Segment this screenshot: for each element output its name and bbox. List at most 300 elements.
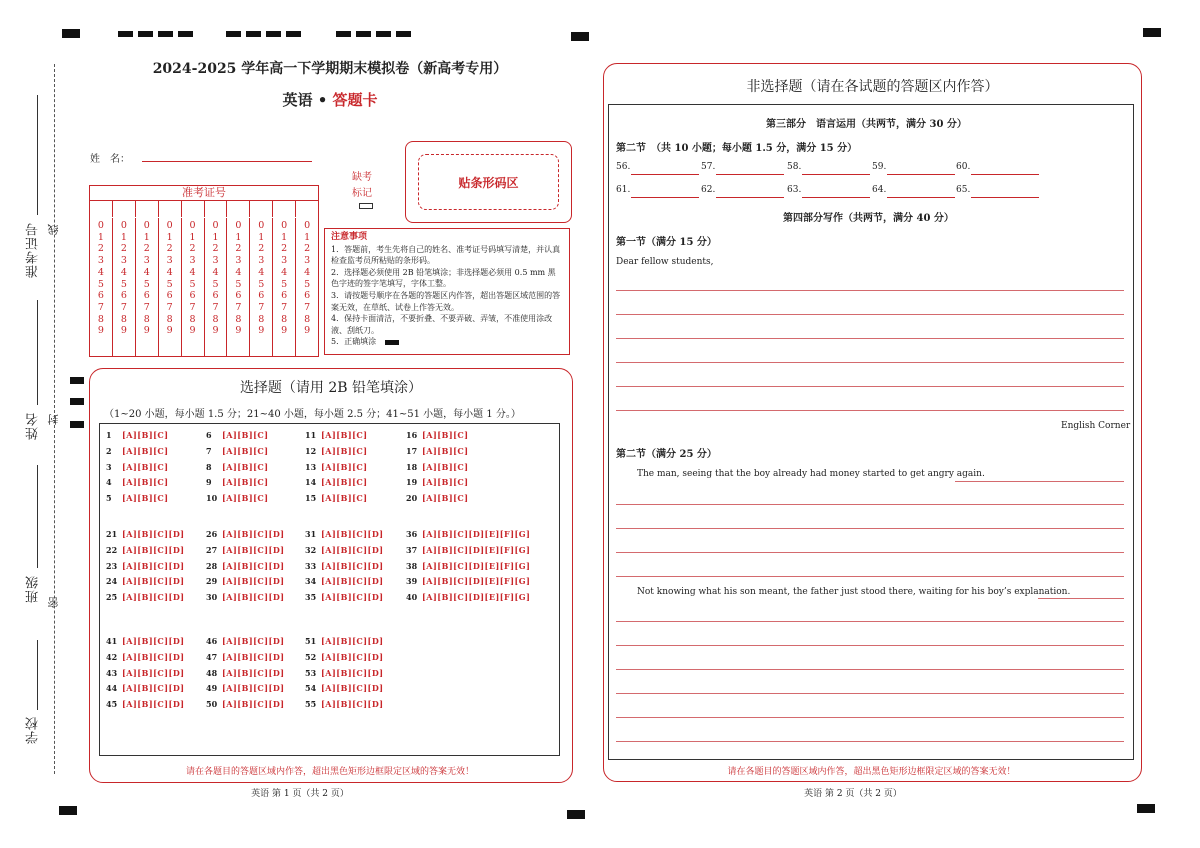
question-bubble-row[interactable] (106, 477, 169, 487)
answer-options[interactable]: [A][B][C][D] (222, 529, 285, 539)
exam-digit-bubble[interactable]: 6 (143, 290, 150, 302)
exam-digit-bubble[interactable]: 7 (235, 301, 242, 313)
exam-digit-bubble[interactable]: 8 (304, 313, 311, 325)
question-bubble-row[interactable] (305, 477, 368, 487)
question-bubble-row[interactable] (106, 668, 185, 678)
answer-options[interactable]: [A][B][C] (422, 493, 469, 504)
question-bubble-row[interactable] (406, 446, 469, 456)
exam-digit-bubble[interactable]: 5 (166, 278, 173, 290)
exam-number-write-box[interactable] (182, 201, 205, 217)
exam-digit-bubble[interactable]: 0 (97, 220, 104, 231)
answer-options[interactable]: [A][B][C] (321, 445, 368, 456)
exam-number-write-box[interactable] (113, 201, 136, 217)
question-number: 12 (305, 445, 317, 456)
writing-line[interactable] (616, 741, 1124, 742)
writing-line[interactable] (616, 645, 1124, 646)
exam-digit-bubble[interactable]: 9 (212, 325, 219, 337)
writing-line[interactable] (616, 504, 1124, 505)
question-number: 22 (106, 544, 118, 555)
question-bubble-row[interactable] (106, 529, 185, 539)
answer-options[interactable]: [A][B][C] (122, 430, 169, 440)
question-bubble-row[interactable] (106, 576, 185, 586)
exam-digit-bubble[interactable]: 8 (166, 313, 173, 325)
answer-options[interactable]: [A][B][C][D] (122, 667, 185, 678)
answer-options[interactable]: [A][B][C][D] (222, 544, 285, 555)
exam-digit-bubble[interactable]: 3 (166, 255, 173, 267)
question-bubble-row[interactable] (406, 576, 530, 586)
exam-number-write-boxes[interactable] (90, 201, 318, 217)
question-number: 8 (206, 461, 212, 472)
subject-label: 英语 (282, 91, 313, 109)
question-number: 21 (106, 529, 118, 539)
exam-number-column[interactable] (113, 218, 136, 356)
question-bubble-row[interactable] (406, 592, 530, 602)
question-number: 4 (106, 477, 112, 488)
question-bubble-row[interactable] (206, 446, 269, 456)
question-bubble-row[interactable] (106, 493, 169, 503)
exam-digit-bubble[interactable]: 9 (281, 325, 288, 337)
page2-warning: 请在各题目的答题区域内作答，超出黑色矩形边框限定区域的答案无效！ (727, 767, 1016, 777)
exam-digit-bubble[interactable]: 8 (258, 313, 265, 325)
answer-options[interactable]: [A][B][C][D] (321, 576, 384, 587)
exam-digit-bubble[interactable]: 6 (281, 290, 288, 302)
exam-digit-bubble[interactable]: 8 (281, 313, 288, 325)
blank-answer-line[interactable] (887, 174, 955, 175)
answer-options[interactable]: [A][B][C] (222, 493, 269, 504)
exam-digit-bubble[interactable]: 5 (97, 278, 104, 290)
exam-digit-bubble[interactable]: 4 (166, 266, 173, 278)
exam-digit-bubble[interactable]: 3 (189, 255, 196, 267)
exam-digit-bubble[interactable]: 2 (235, 243, 242, 255)
question-number: 2 (106, 445, 112, 456)
writing-line[interactable] (616, 576, 1124, 577)
answer-options[interactable]: [A][B][C] (321, 493, 368, 504)
answer-options[interactable]: [A][B][C][D] (122, 592, 185, 603)
exam-digit-bubble[interactable]: 4 (258, 266, 265, 278)
writing-line[interactable] (616, 552, 1124, 553)
question-bubble-row[interactable] (406, 462, 469, 472)
exam-digit-bubble[interactable]: 3 (120, 255, 127, 267)
question-bubble-row[interactable] (206, 668, 285, 678)
exam-digit-bubble[interactable]: 3 (304, 255, 311, 267)
answer-options[interactable]: [A][B][C][D] (321, 651, 384, 662)
answer-options[interactable]: [A][B][C][D][E][F][G] (422, 529, 531, 539)
exam-digit-bubble[interactable]: 1 (258, 231, 265, 243)
exam-number-write-box[interactable] (273, 201, 296, 217)
exam-digit-bubble[interactable]: 0 (304, 220, 311, 231)
answer-options[interactable]: [A][B][C][D] (222, 699, 285, 710)
alignment-mark (1143, 28, 1161, 37)
question-bubble-row[interactable] (206, 699, 285, 709)
exam-number-write-box[interactable] (205, 201, 228, 217)
exam-number-column[interactable] (90, 218, 113, 356)
blank-answer-line[interactable] (971, 197, 1039, 198)
exam-digit-bubble[interactable]: 4 (281, 266, 288, 278)
exam-digit-bubble[interactable]: 2 (304, 243, 311, 255)
writing-line[interactable] (616, 290, 1124, 291)
question-bubble-row[interactable] (206, 529, 285, 539)
answer-options[interactable]: [A][B][C] (222, 430, 269, 440)
exam-number-write-box[interactable] (136, 201, 159, 217)
exam-digit-bubble[interactable]: 2 (189, 243, 196, 255)
question-number: 47 (206, 651, 218, 662)
question-bubble-row[interactable] (406, 561, 530, 571)
question-bubble-row[interactable] (305, 699, 384, 709)
continuation-para2-line[interactable] (1038, 598, 1124, 599)
answer-options[interactable]: [A][B][C][D] (321, 560, 384, 571)
exam-digit-bubble[interactable]: 6 (166, 290, 173, 302)
writing-line[interactable] (616, 314, 1124, 315)
answer-options[interactable]: [A][B][C] (321, 430, 368, 440)
writing-line[interactable] (616, 410, 1124, 411)
exam-digit-bubble[interactable]: 6 (235, 290, 242, 302)
exam-digit-bubble[interactable]: 7 (97, 301, 104, 313)
question-bubble-row[interactable] (206, 636, 285, 646)
notes-item: 2．选择题必须使用 2B 铅笔填涂；非选择题必须用 0.5 mm 黑色字迹的签字笔填写，字体工整。 (331, 267, 556, 289)
exam-digit-bubble[interactable]: 8 (97, 313, 104, 325)
exam-digit-bubble[interactable]: 3 (212, 255, 219, 267)
exam-digit-bubble[interactable]: 0 (120, 220, 127, 231)
alignment-mark (138, 31, 153, 37)
exam-number-write-box[interactable] (227, 201, 250, 217)
answer-options[interactable]: [A][B][C][D] (122, 651, 185, 662)
question-bubble-row[interactable] (305, 561, 384, 571)
answer-options[interactable]: [A][B][C][D] (321, 667, 384, 678)
answer-options[interactable]: [A][B][C][D] (222, 667, 285, 678)
answer-options[interactable]: [A][B][C][D] (222, 683, 285, 694)
question-number: 40 (406, 592, 418, 603)
exam-digit-bubble[interactable]: 2 (212, 243, 219, 255)
blank-answer-line[interactable] (802, 197, 870, 198)
question-bubble-row[interactable] (106, 636, 185, 646)
exam-digit-bubble[interactable]: 7 (189, 301, 196, 313)
answer-options[interactable]: [A][B][C][D][E][F][G] (422, 544, 531, 555)
blank-answer-line[interactable] (887, 197, 955, 198)
exam-number-column[interactable] (227, 218, 250, 356)
exam-digit-bubble[interactable]: 6 (212, 290, 219, 302)
notes-item: 3．请按题号顺序在各题的答题区内作答，超出答题区域范围的答案无效，在草纸、试卷上作答无效。 (331, 290, 561, 312)
answer-options[interactable]: [A][B][C][D] (321, 544, 384, 555)
answer-options[interactable]: [A][B][C][D][E][F][G] (422, 560, 531, 571)
writing-line[interactable] (616, 621, 1124, 622)
exam-digit-bubble[interactable]: 2 (258, 243, 265, 255)
question-bubble-row[interactable] (106, 699, 185, 709)
answer-options[interactable]: [A][B][C][D] (321, 592, 384, 603)
question-bubble-row[interactable] (305, 545, 384, 555)
answer-options[interactable]: [A][B][C][D] (122, 560, 185, 571)
question-number: 36 (406, 529, 418, 539)
answer-options[interactable]: [A][B][C][D][E][F][G] (422, 576, 531, 587)
exam-digit-bubble[interactable]: 9 (235, 325, 242, 337)
answer-options[interactable]: [A][B][C][D] (321, 699, 384, 710)
exam-digit-bubble[interactable]: 2 (120, 243, 127, 255)
answer-options[interactable]: [A][B][C][D] (222, 576, 285, 587)
page2-footer: 英语 第 2 页（共 2 页） (804, 789, 902, 799)
question-number: 54 (305, 683, 317, 694)
answer-options[interactable]: [A][B][C] (222, 477, 269, 488)
exam-digit-bubble[interactable]: 5 (189, 278, 196, 290)
exam-digit-bubble[interactable]: 6 (97, 290, 104, 302)
absent-checkbox[interactable] (359, 203, 373, 209)
question-bubble-row[interactable] (206, 493, 269, 503)
exam-digit-bubble[interactable]: 7 (166, 301, 173, 313)
exam-number-column[interactable] (250, 218, 273, 356)
exam-digit-bubble[interactable]: 4 (304, 266, 311, 278)
absent-label-line1: 缺考 (352, 172, 372, 183)
exam-digit-bubble[interactable]: 6 (120, 290, 127, 302)
exam-digit-bubble[interactable]: 1 (304, 231, 311, 243)
exam-digit-bubble[interactable]: 5 (212, 278, 219, 290)
exam-digit-bubble[interactable]: 1 (143, 231, 150, 243)
exam-digit-bubble[interactable]: 1 (281, 231, 288, 243)
question-bubble-row[interactable] (206, 592, 285, 602)
writing-line[interactable] (616, 717, 1124, 718)
page1-warning: 请在各题目的答题区域内作答，超出黑色矩形边框限定区域的答案无效！ (185, 767, 474, 777)
answer-options[interactable]: [A][B][C][D][E][F][G] (422, 592, 531, 603)
blank-number: 64. (872, 185, 887, 195)
blank-answer-line[interactable] (631, 197, 699, 198)
question-bubble-row[interactable] (305, 668, 384, 678)
answer-options[interactable]: [A][B][C] (122, 477, 169, 488)
answer-options[interactable]: [A][B][C] (222, 445, 269, 456)
alignment-mark (59, 806, 77, 815)
answer-options[interactable]: [A][B][C][D] (122, 683, 185, 694)
exam-digit-bubble[interactable]: 9 (97, 325, 104, 337)
exam-digit-bubble[interactable]: 7 (281, 301, 288, 313)
question-bubble-row[interactable] (305, 592, 384, 602)
exam-number-write-box[interactable] (250, 201, 273, 217)
answer-options[interactable]: [A][B][C][D] (122, 544, 185, 555)
exam-digit-bubble[interactable]: 2 (97, 243, 104, 255)
answer-options[interactable]: [A][B][C] (422, 430, 469, 440)
answer-options[interactable]: [A][B][C][D] (321, 683, 384, 694)
question-bubble-row[interactable] (406, 545, 530, 555)
exam-digit-bubble[interactable]: 1 (189, 231, 196, 243)
question-bubble-row[interactable] (106, 446, 169, 456)
exam-number-bubble-columns[interactable] (90, 218, 318, 356)
question-bubble-row[interactable] (206, 430, 269, 440)
writing-line[interactable] (616, 669, 1124, 670)
exam-digit-bubble[interactable]: 0 (166, 220, 173, 231)
exam-digit-bubble[interactable]: 3 (258, 255, 265, 267)
question-bubble-row[interactable] (406, 477, 469, 487)
exam-digit-bubble[interactable]: 2 (281, 243, 288, 255)
answer-options[interactable]: [A][B][C][D] (122, 529, 185, 539)
exam-digit-bubble[interactable]: 8 (212, 313, 219, 325)
exam-digit-bubble[interactable]: 6 (189, 290, 196, 302)
exam-digit-bubble[interactable]: 8 (143, 313, 150, 325)
exam-digit-bubble[interactable]: 3 (281, 255, 288, 267)
choice-title: 选择题（请用 2B 铅笔填涂） (239, 380, 423, 396)
writing-line[interactable] (616, 528, 1124, 529)
continuation-para2-start: Not knowing what his son meant, the father just stood there, waiting for his boy’s explanation. (637, 587, 1071, 597)
exam-digit-bubble[interactable]: 4 (189, 266, 196, 278)
exam-digit-bubble[interactable]: 1 (120, 231, 127, 243)
question-bubble-row[interactable] (106, 561, 185, 571)
exam-digit-bubble[interactable]: 8 (235, 313, 242, 325)
question-bubble-row[interactable] (406, 493, 469, 503)
exam-digit-bubble[interactable]: 5 (235, 278, 242, 290)
exam-digit-bubble[interactable]: 8 (120, 313, 127, 325)
answer-options[interactable]: [A][B][C] (122, 461, 169, 472)
answer-options[interactable]: [A][B][C] (321, 461, 368, 472)
exam-digit-bubble[interactable]: 9 (189, 325, 196, 337)
answer-options[interactable]: [A][B][C][D] (222, 636, 285, 646)
question-bubble-row[interactable] (206, 545, 285, 555)
question-bubble-row[interactable] (206, 477, 269, 487)
continuation-para1-line[interactable] (955, 481, 1124, 482)
question-bubble-row[interactable] (106, 430, 169, 440)
exam-digit-bubble[interactable]: 7 (143, 301, 150, 313)
writing-line[interactable] (616, 693, 1124, 694)
question-bubble-row[interactable] (206, 576, 285, 586)
exam-digit-bubble[interactable]: 1 (97, 231, 104, 243)
question-number: 33 (305, 560, 317, 571)
exam-digit-bubble[interactable]: 2 (143, 243, 150, 255)
exam-digit-bubble[interactable]: 6 (304, 290, 311, 302)
question-bubble-row[interactable] (106, 652, 185, 662)
exam-digit-bubble[interactable]: 4 (120, 266, 127, 278)
question-bubble-row[interactable] (206, 652, 285, 662)
writing-line[interactable] (616, 386, 1124, 387)
exam-digit-bubble[interactable]: 1 (212, 231, 219, 243)
writing-line[interactable] (616, 338, 1124, 339)
exam-digit-bubble[interactable]: 5 (120, 278, 127, 290)
exam-digit-bubble[interactable]: 5 (304, 278, 311, 290)
answer-options[interactable]: [A][B][C][D] (222, 560, 285, 571)
notes-item: 1．答题前，考生先将自己的姓名、准考证号码填写清楚，并认真检查监考员所粘贴的条形码。 (331, 244, 561, 266)
exam-number-column[interactable] (205, 218, 228, 356)
alignment-mark (70, 421, 84, 428)
exam-number-write-box[interactable] (296, 201, 318, 217)
question-bubble-row[interactable] (305, 636, 384, 646)
question-bubble-row[interactable] (106, 592, 185, 602)
exam-digit-bubble[interactable]: 9 (258, 325, 265, 337)
question-bubble-row[interactable] (305, 576, 384, 586)
answer-bubble-grid[interactable] (99, 423, 560, 756)
blank-answer-line[interactable] (631, 174, 699, 175)
writing-line[interactable] (616, 362, 1124, 363)
notes-box (324, 228, 570, 355)
question-bubble-row[interactable] (305, 652, 384, 662)
answer-options[interactable]: [A][B][C][D] (222, 651, 285, 662)
blank-answer-line[interactable] (802, 174, 870, 175)
exam-number-write-box[interactable] (90, 201, 113, 217)
answer-options[interactable]: [A][B][C] (422, 477, 469, 488)
answer-options[interactable]: [A][B][C] (122, 445, 169, 456)
exam-digit-bubble[interactable]: 7 (212, 301, 219, 313)
question-number: 9 (206, 477, 212, 488)
answer-options[interactable]: [A][B][C] (422, 461, 469, 472)
question-bubble-row[interactable] (305, 430, 368, 440)
answer-options[interactable]: [A][B][C] (422, 445, 469, 456)
exam-digit-bubble[interactable]: 0 (212, 220, 219, 231)
question-bubble-row[interactable] (106, 545, 185, 555)
exam-digit-bubble[interactable]: 3 (143, 255, 150, 267)
question-bubble-row[interactable] (305, 683, 384, 693)
exam-number-column[interactable] (136, 218, 159, 356)
exam-digit-bubble[interactable]: 5 (281, 278, 288, 290)
answer-options[interactable]: [A][B][C][D] (122, 699, 185, 710)
exam-digit-bubble[interactable]: 5 (258, 278, 265, 290)
exam-digit-bubble[interactable]: 5 (143, 278, 150, 290)
exam-digit-bubble[interactable]: 8 (189, 313, 196, 325)
exam-digit-bubble[interactable]: 9 (120, 325, 127, 337)
exam-digit-bubble[interactable]: 4 (235, 266, 242, 278)
exam-digit-bubble[interactable]: 3 (235, 255, 242, 267)
exam-digit-bubble[interactable]: 7 (258, 301, 265, 313)
exam-number-column[interactable] (273, 218, 296, 356)
answer-options[interactable]: [A][B][C][D] (321, 636, 384, 646)
exam-number-column[interactable] (296, 218, 318, 356)
question-number: 28 (206, 560, 218, 571)
exam-digit-bubble[interactable]: 9 (166, 325, 173, 337)
exam-digit-bubble[interactable]: 0 (258, 220, 265, 231)
student-name-field[interactable] (142, 161, 312, 162)
notes-title: 注意事项 (331, 232, 368, 242)
answer-options[interactable]: [A][B][C] (321, 477, 368, 488)
exam-digit-bubble[interactable]: 3 (97, 255, 104, 267)
question-bubble-row[interactable] (206, 462, 269, 472)
exam-digit-bubble[interactable]: 0 (189, 220, 196, 231)
question-number: 51 (305, 636, 317, 646)
question-bubble-row[interactable] (305, 446, 368, 456)
answer-options[interactable]: [A][B][C][D] (321, 529, 384, 539)
alignment-mark (336, 31, 351, 37)
question-bubble-row[interactable] (206, 683, 285, 693)
exam-number-grid[interactable] (89, 185, 319, 357)
question-number: 43 (106, 667, 118, 678)
exam-digit-bubble[interactable]: 0 (235, 220, 242, 231)
answer-options[interactable]: [A][B][C][D] (122, 636, 185, 646)
question-bubble-row[interactable] (305, 462, 368, 472)
question-bubble-row[interactable] (106, 683, 185, 693)
exam-number-column[interactable] (159, 218, 182, 356)
answer-options[interactable]: [A][B][C] (122, 493, 169, 504)
question-bubble-row[interactable] (305, 529, 384, 539)
exam-digit-bubble[interactable]: 6 (258, 290, 265, 302)
exam-digit-bubble[interactable]: 1 (166, 231, 173, 243)
exam-digit-bubble[interactable]: 7 (304, 301, 311, 313)
exam-digit-bubble[interactable]: 2 (166, 243, 173, 255)
exam-digit-bubble[interactable]: 9 (304, 325, 311, 337)
exam-digit-bubble[interactable]: 1 (235, 231, 242, 243)
answer-options[interactable]: [A][B][C] (222, 461, 269, 472)
exam-digit-bubble[interactable]: 7 (120, 301, 127, 313)
answer-options[interactable]: [A][B][C][D] (122, 576, 185, 587)
question-number: 18 (406, 461, 418, 472)
page1-footer: 英语 第 1 页（共 2 页） (251, 789, 349, 799)
exam-number-column[interactable] (182, 218, 205, 356)
blank-answer-line[interactable] (716, 197, 784, 198)
blank-answer-line[interactable] (716, 174, 784, 175)
exam-digit-bubble[interactable]: 0 (143, 220, 150, 231)
question-bubble-row[interactable] (406, 430, 469, 440)
question-bubble-row[interactable] (305, 493, 368, 503)
question-bubble-row[interactable] (206, 561, 285, 571)
exam-digit-bubble[interactable]: 4 (97, 266, 104, 278)
exam-digit-bubble[interactable]: 4 (143, 266, 150, 278)
question-bubble-row[interactable] (106, 462, 169, 472)
question-bubble-row[interactable] (406, 529, 530, 539)
exam-number-write-box[interactable] (159, 201, 182, 217)
exam-digit-bubble[interactable]: 9 (143, 325, 150, 337)
exam-digit-bubble[interactable]: 0 (281, 220, 288, 231)
blank-answer-line[interactable] (971, 174, 1039, 175)
exam-digit-bubble[interactable]: 4 (212, 266, 219, 278)
answer-options[interactable]: [A][B][C][D] (222, 592, 285, 603)
alignment-mark (571, 32, 589, 41)
